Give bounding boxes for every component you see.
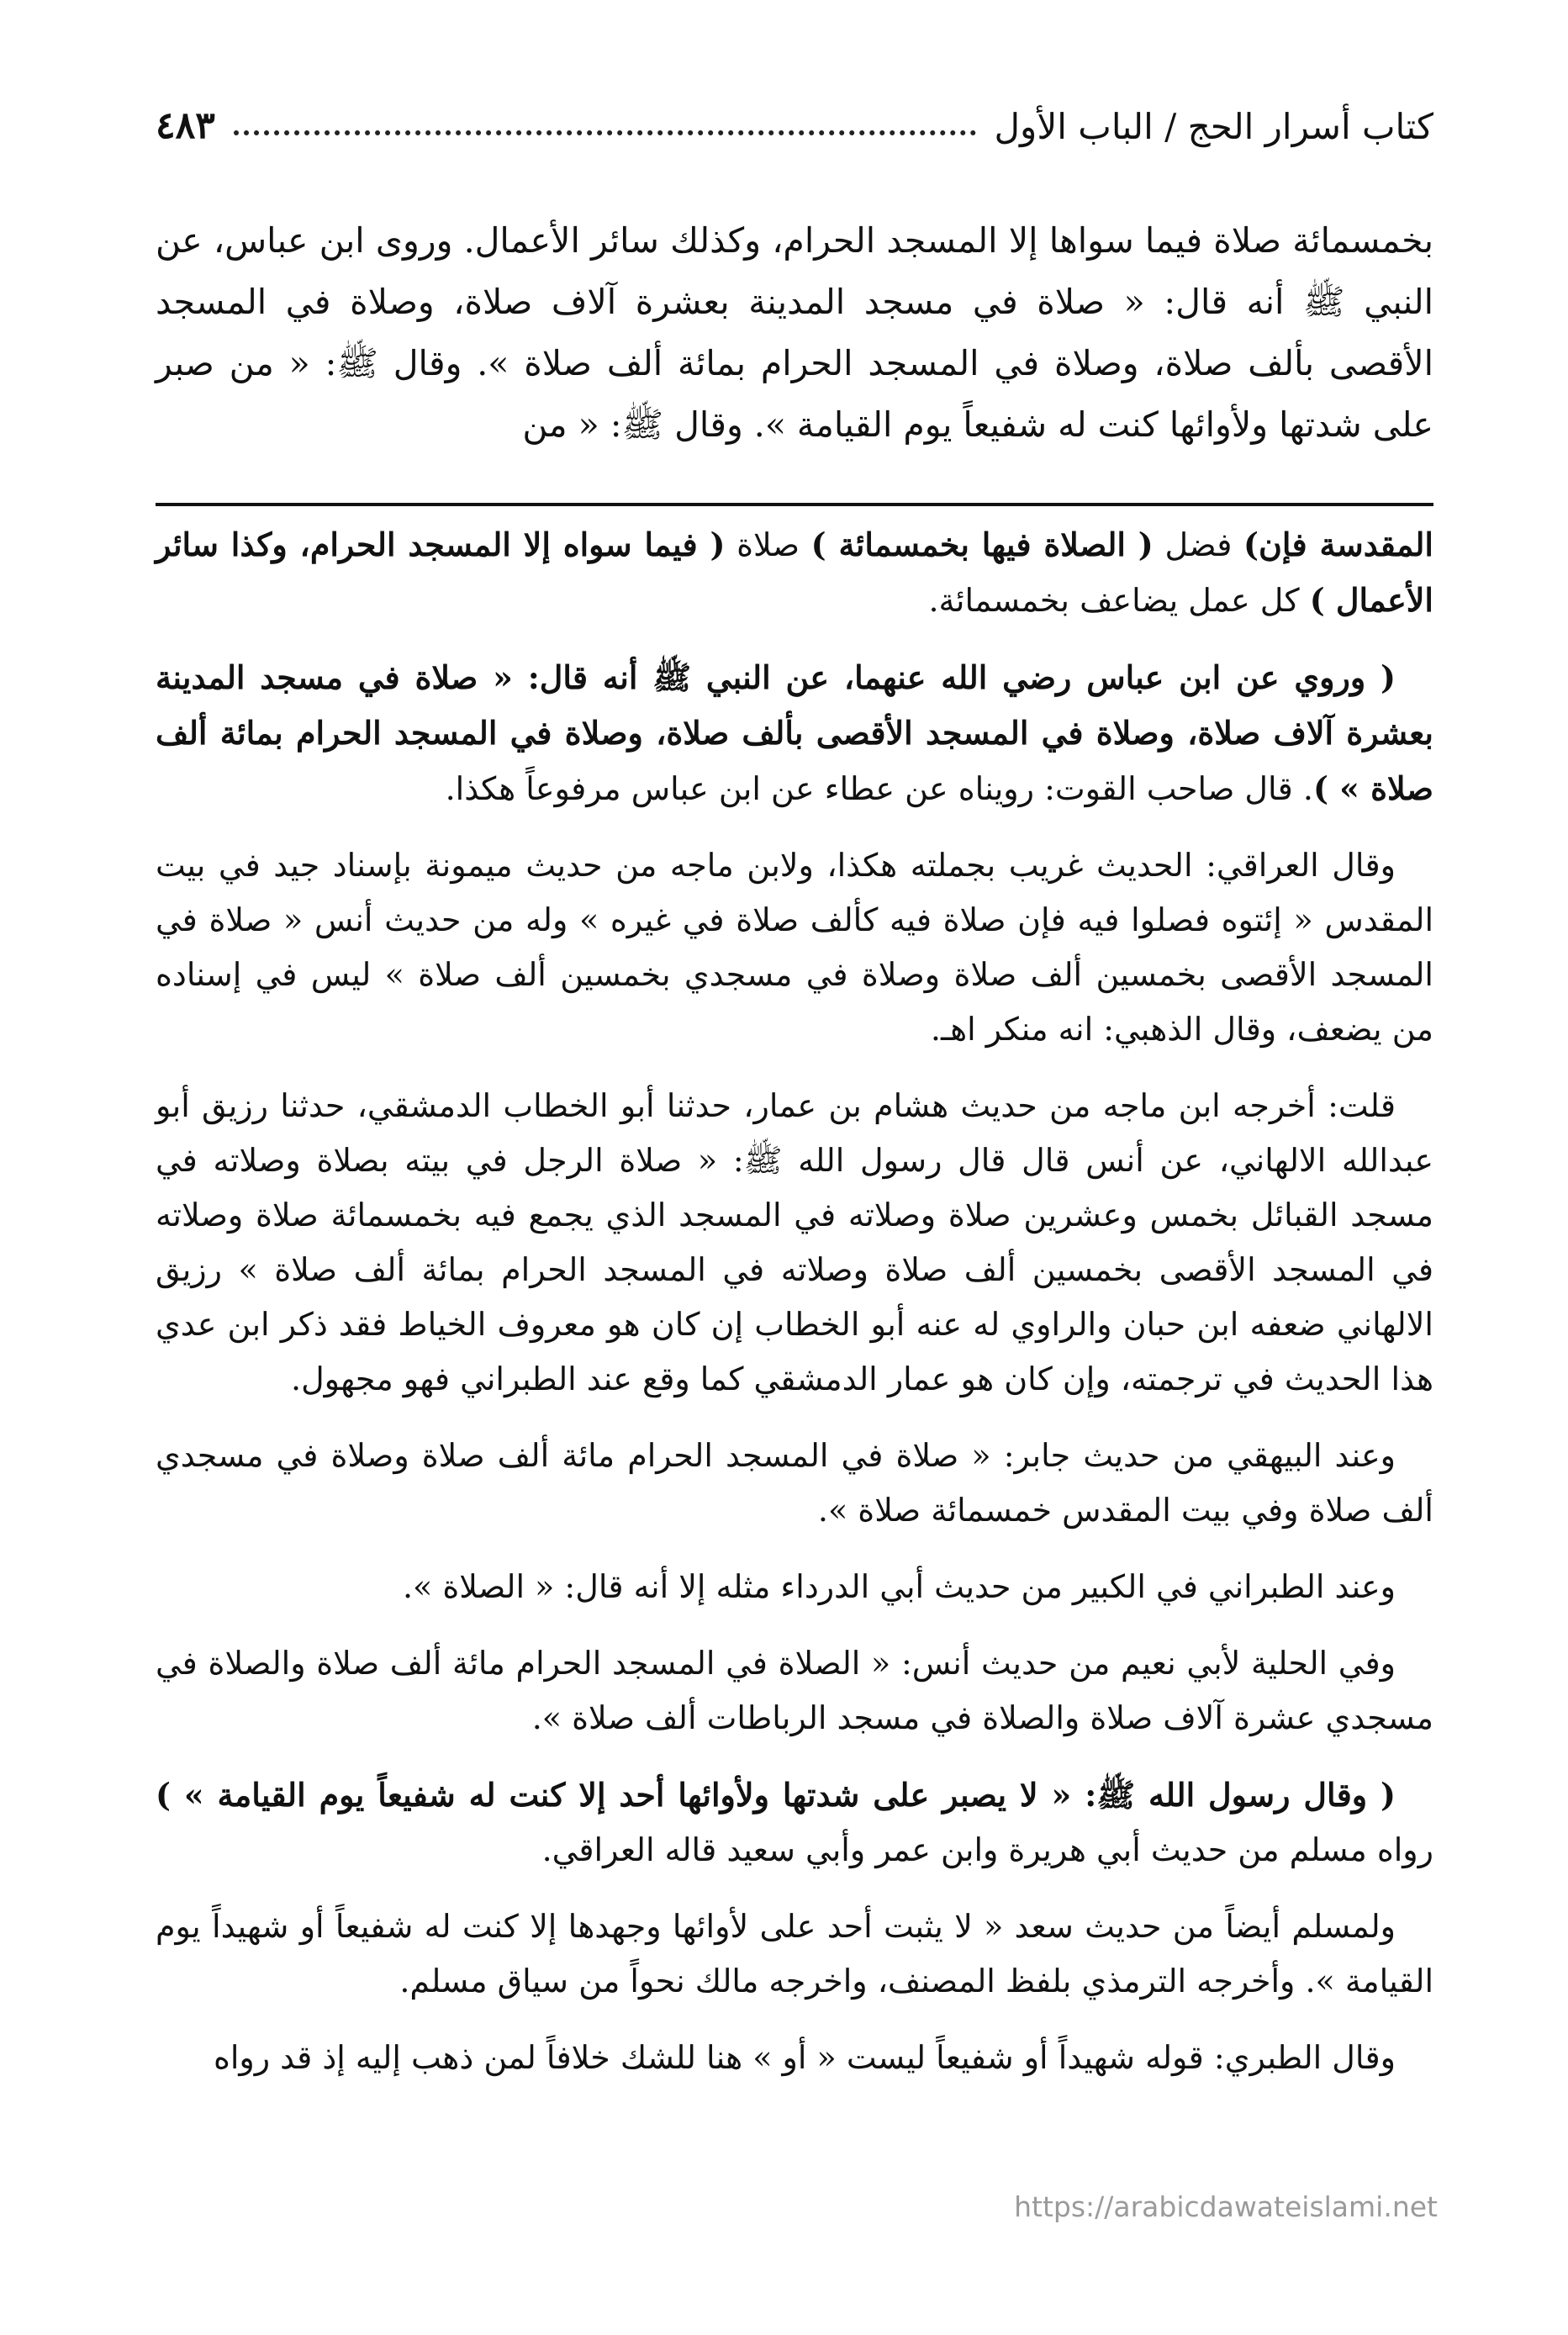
commentary [156,517,1433,2107]
section-divider [156,503,1433,506]
commentary-paragraph: وعند الطبراني في الكبير من حديث أبي الدرداء مثله إلا أنه قال: « الصلاة ». [402,1568,1396,1605]
quoted-text: المقدسة فإن) [1243,526,1433,563]
quoted-text: ( الصلاة فيها بخمسمائة ) [810,526,1154,563]
explanation-text: صلاة [725,526,811,563]
commentary-paragraph [156,517,1433,628]
chapter-title: كتاب أسرار الحج / الباب الأول [994,106,1433,147]
explanation-text: رواه مسلم من حديث أبي هريرة وابن عمر وأبي سعيد قاله العراقي. [541,1831,1433,1868]
commentary-paragraph [156,650,1433,816]
dotted-leader [234,130,976,135]
commentary-paragraph: ولمسلم أيضاً من حديث سعد « لا يثبت أحد على لأوائها وجهدها إلا كنت له شفيعاً أو شهيداً يوم القيامة ». وأخرجه الترمذي بلفظ المصنف، واخرجه مالك نحواً من سياق مسلم. [156,1908,1433,2000]
commentary-paragraph: وقال الطبري: قوله شهيداً أو شفيعاً ليست « أو » هنا للشك خلافاً لمن ذهب إليه إذ قد رواه [213,2039,1396,2076]
explanation-text: . قال صاحب القوت: رويناه عن عطاء عن ابن عباس مرفوعاً هكذا. [445,770,1313,807]
quoted-text: ( وروي عن ابن عباس رضي الله عنهما، عن النبي ﷺ أنه قال: « صلاة في مسجد المدينة بعشرة آلاف صلاة، وصلاة في المسجد الأقصى بألف صلاة، وصلاة في المسجد الحرام بمائة ألف صلاة » ) [156,658,1433,807]
commentary-paragraph: وقال العراقي: الحديث غريب بجملته هكذا، ولابن ماجه من حديث ميمونة بإسناد جيد في بيت المقدس « إئتوه فصلوا فيه فإن صلاة فيه كألف صلاة في غيره » وله من حديث أنس « صلاة في المسجد الأقصى بخمسين ألف صلاة وصلاة في مسجدي بخمسين ألف صلاة » ليس في إسناده من يضعف، وقال الذهبي: انه منكر اهـ. [156,847,1433,1048]
commentary-paragraph [156,1767,1433,1878]
quoted-text: ( وقال رسول الله ﷺ: « لا يصبر على شدتها ولأوائها أحد إلا كنت له شفيعاً يوم القيامة » ) [156,1776,1396,1814]
explanation-text: فضل [1153,526,1244,563]
main-text: بخمسمائة صلاة فيما سواها إلا المسجد الحرام، وكذلك سائر الأعمال. وروى ابن عباس، عن النبي ﷺ أنه قال: « صلاة في مسجد المدينة بعشرة آلاف صلاة، وصلاة في المسجد الأقصى بألف صلاة، وصلاة في المسجد الحرام بمائة ألف صلاة ». وقال ﷺ: « من صبر على شدتها ولأوائها كنت له شفيعاً يوم القيامة ». وقال ﷺ: « من [156,220,1433,445]
commentary-paragraph: قلت: أخرجه ابن ماجه من حديث هشام بن عمار، حدثنا أبو الخطاب الدمشقي، حدثنا رزيق أبو عبدالله الالهاني، عن أنس قال قال رسول الله ﷺ: « صلاة الرجل في بيته بصلاة وصلاته في مسجد القبائل بخمس وعشرين صلاة وصلاته في المسجد الذي يجمع فيه بخمسمائة صلاة وصلاته في المسجد الأقصى بخمسين ألف صلاة وصلاته في المسجد الحرام بمائة ألف صلاة » رزيق الالهاني ضعفه ابن حبان والراوي له عنه أبو الخطاب إن كان هو معروف الخياط فقد ذكر ابن عدي هذا الحديث في ترجمته، وإن كان هو عمار الدمشقي كما وقع عند الطبراني فهو مجهول. [156,1087,1433,1397]
explanation-text: كل عمل يضاعف بخمسمائة. [928,582,1310,619]
quoted-text: ( فيما سواه إلا المسجد الحرام، وكذا سائر الأعمال ) [156,526,1433,619]
commentary-paragraph: وعند البيهقي من حديث جابر: « صلاة في المسجد الحرام مائة ألف صلاة وصلاة في مسجدي ألف صلاة وفي بيت المقدس خمسمائة صلاة ». [156,1437,1433,1529]
watermark-url: https://arabicdawateislami.net [1014,2190,1438,2223]
running-header [156,88,1433,147]
commentary-paragraph: وفي الحلية لأبي نعيم من حديث أنس: « الصلاة في المسجد الحرام مائة ألف صلاة والصلاة في مسجدي عشرة آلاف صلاة والصلاة في مسجد الرباطات ألف صلاة ». [156,1645,1433,1736]
page-number: ٤٨٣ [156,104,215,147]
